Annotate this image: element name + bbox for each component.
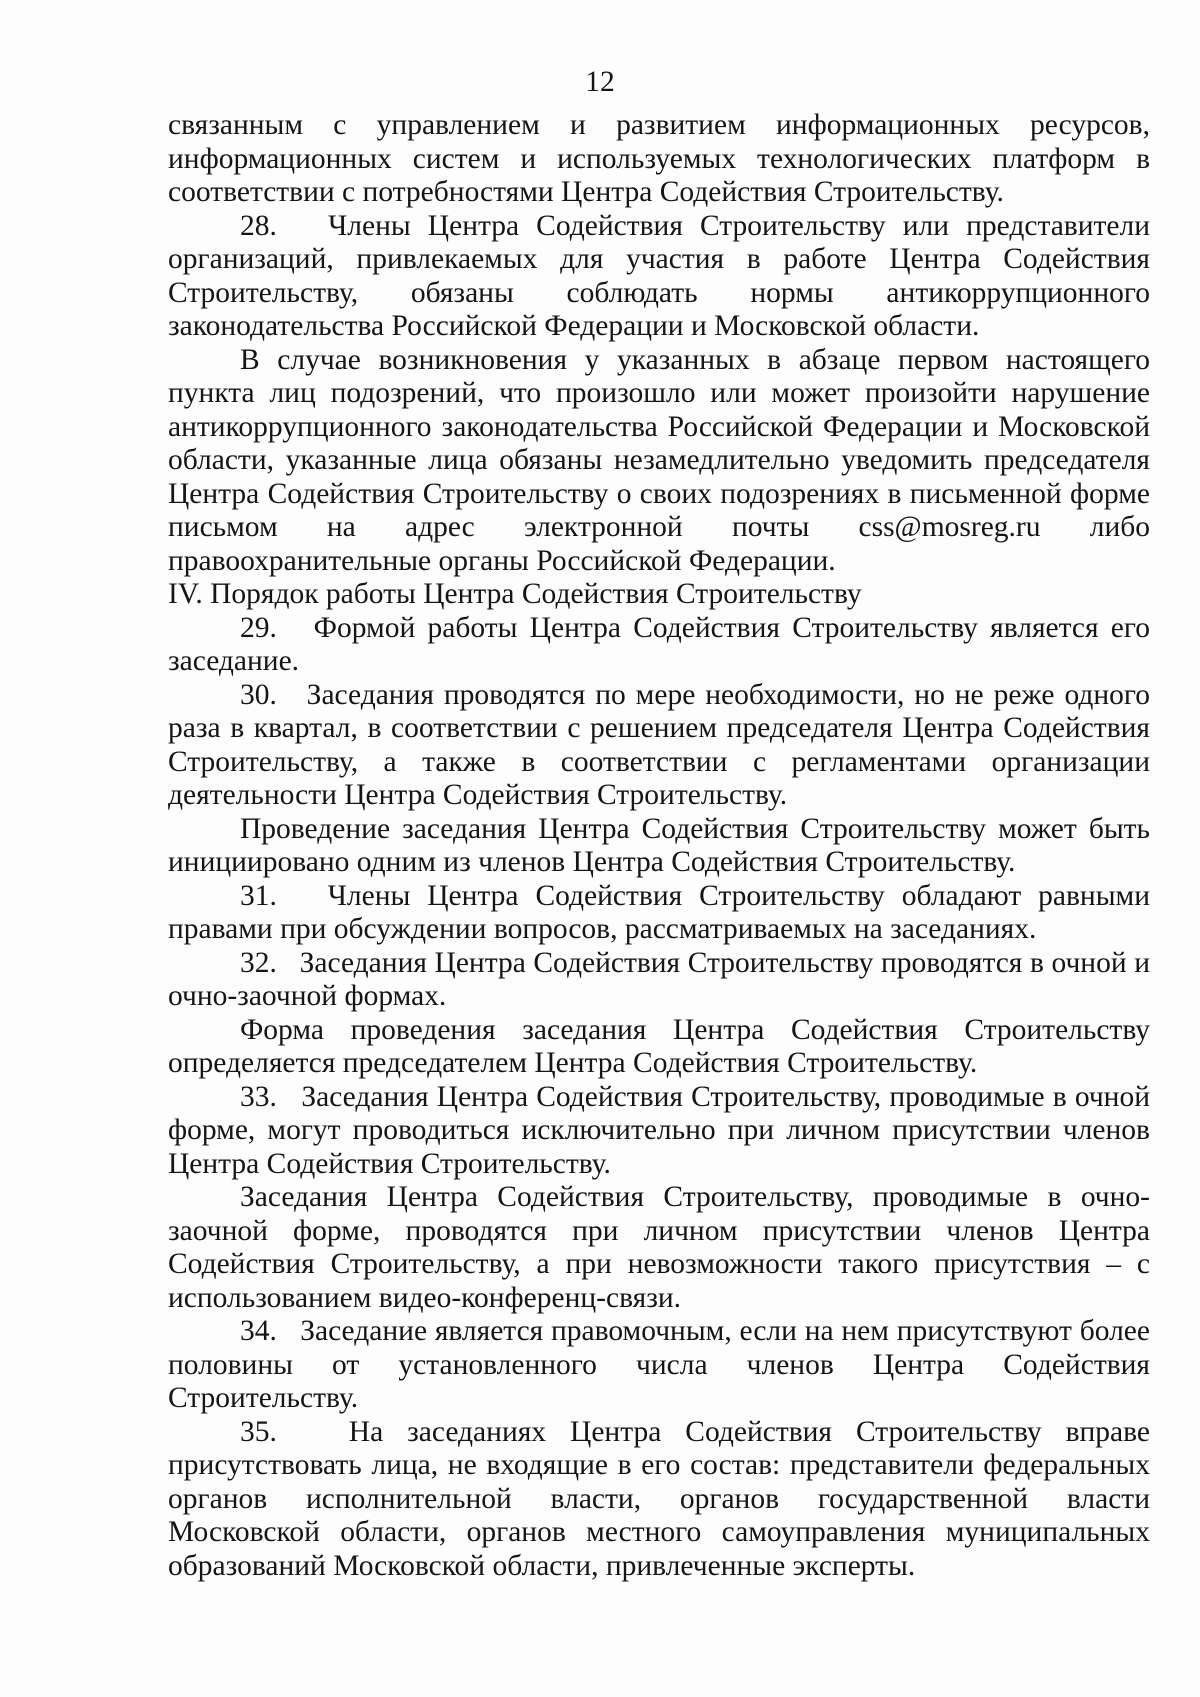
paragraph-continuation: связанным с управлением и развитием информационных ресурсов, информационных систем и используемых технологических платформ в соответствии с потребностями Центра Содействия Строительству. (168, 109, 1150, 208)
paragraph-32-second: Форма проведения заседания Центра Содействия Строительству определяется председателем Центра Содействия Строительству. (168, 1013, 1150, 1079)
paragraph-35: 35. На заседаниях Центра Содействия Строительству вправе присутствовать лица, не входящие в его состав: представители федеральных органов исполнительной власти, органов государственной власти Московской области, органов местного самоуправления муниципальных образований Московской области, привлеченные эксперты. (168, 1415, 1150, 1582)
document-body (168, 109, 1150, 1583)
paragraph-30: 30. Заседания проводятся по мере необходимости, но не реже одного раза в квартал, в соответствии с решением председателя Центра Содействия Строительству, а также в соответствии с регламентами организации деятельности Центра Содействия Строительству. (168, 678, 1150, 811)
paragraph-28: 28. Члены Центра Содействия Строительству или представители организаций, привлекаемых для участия в работе Центра Содействия Строительству, обязаны соблюдать нормы антикоррупционного законодательства Российской Федерации и Московской области. (168, 209, 1150, 342)
paragraph-30-second: Проведение заседания Центра Содействия Строительству может быть инициировано одним из членов Центра Содействия Строительству. (168, 812, 1150, 878)
paragraph-28-second: В случае возникновения у указанных в абзаце первом настоящего пункта лиц подозрений, что произошло или может произойти нарушение антикоррупционного законодательства Российской Федерации и Московской области, указанные лица обязаны незамедлительно уведомить председателя Центра Содействия Строительству о своих подозрениях в письменной форме письмом на адрес электронной почты css@mosreg.ru либо правоохранительные органы Российской Федерации. (168, 343, 1150, 577)
paragraph-31: 31. Члены Центра Содействия Строительству обладают равными правами при обсуждении вопросов, рассматриваемых на заседаниях. (168, 879, 1150, 945)
paragraph-33: 33. Заседания Центра Содействия Строительству, проводимые в очной форме, могут проводиться исключительно при личном присутствии членов Центра Содействия Строительству. (168, 1080, 1150, 1180)
paragraph-32: 32. Заседания Центра Содействия Строительству проводятся в очной и очно-заочной формах. (168, 946, 1150, 1012)
paragraph-34: 34. Заседание является правомочным, если на нем присутствуют более половины от установленного числа членов Центра Содействия Строительству. (168, 1315, 1150, 1414)
section-heading: IV. Порядок работы Центра Содействия Строительству (168, 578, 862, 610)
page-number: 12 (585, 66, 615, 98)
paragraph-29: 29. Формой работы Центра Содействия Строительству является его заседание. (168, 611, 1150, 677)
paragraph-33-second: Заседания Центра Содействия Строительству, проводимые в очно-заочной форме, проводятся при личном присутствии членов Центра Содействия Строительству, а при невозможности такого присутствия – с использованием видео-конференц-связи. (168, 1181, 1150, 1314)
